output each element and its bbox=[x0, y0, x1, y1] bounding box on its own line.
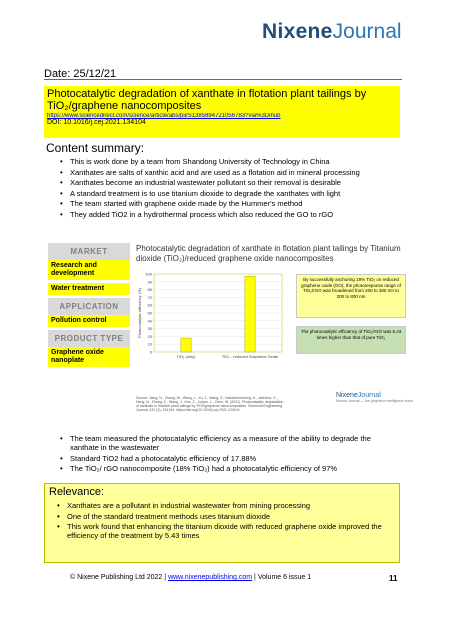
product-tag-1: Graphene oxide nanoplate bbox=[48, 347, 130, 367]
findings-bullet: • The team measured the photocatalytic efficiency as a measure of the ability to degrade the xanthate in the wastewater bbox=[58, 434, 398, 452]
article-title-box bbox=[44, 86, 400, 138]
relevance-list bbox=[55, 501, 391, 542]
summary-bullet: • The team started with graphene oxide made by the Hummer's method bbox=[58, 199, 398, 208]
brand-name-bold: Nixene bbox=[262, 20, 333, 43]
article-url-link[interactable]: https://www.sciencedirect.com/science/article/abs/pii/S1385894721056783?via%3Dihub bbox=[47, 113, 281, 119]
figure-logo-light: Journal bbox=[357, 392, 381, 399]
footer-separator: | bbox=[252, 574, 258, 581]
figure-logo bbox=[336, 392, 413, 403]
figure-note-broadened-range: By successfully anchoring 18% TiO₂ on reduced graphene oxide (GO), the photoresponse range of TiO₂/rGO was broadened from 200 to 380 nm to 200 to 800 nm bbox=[296, 274, 406, 318]
y-tick-label: 90 bbox=[147, 279, 152, 285]
findings-bullet: • The TiO₂/ rGO nanocomposite (18% TiO₂) had a photocatalytic efficiency of 97% bbox=[58, 464, 398, 473]
findings-list bbox=[58, 434, 398, 475]
summary-bullet: • This is work done by a team from Shandong University of Technology in China bbox=[58, 157, 398, 166]
figure-panel bbox=[136, 244, 413, 416]
bar-chart bbox=[136, 270, 286, 362]
y-tick-label: 20 bbox=[147, 333, 152, 339]
figure-title: Photocatalytic degradation of xanthate in flotation plant tailings by Titanium dioxide (TiO₂)/reduced graphene oxide nanocomposites bbox=[136, 244, 401, 263]
figure-source: Source: Jiang, N., Zhang, W., Wang, J., Xu, J., Wang, S., Nakachinehrang, A., Jaeheon, S., Heng, N., Zhang, K., Wang, J., Kim, Z., Junjon, L., Chen, W. (2021). Photocatalytic degradation of xanthate in flotation plant tailings by TiO2/graphene nanocomposites. Chemical Engineering Journal, 431 (2), 134104. https://doi.org/10.1016/j.cej.2021.134104 bbox=[136, 396, 284, 412]
figure-note-efficiency: The photocatalytic efficiency of TiO₂/rGO was 5.43 times higher than that of pure TiO₂ bbox=[296, 326, 406, 354]
figure-logo-bold: Nixene bbox=[336, 392, 358, 399]
journal-logo bbox=[262, 20, 402, 44]
relevance-bullet: • This work found that enhancing the titanium dioxide with reduced graphene oxide improved the efficiency of the treatment by 5.43 times bbox=[55, 522, 391, 540]
summary-bullet: • They added TiO2 in a hydrothermal process which also reduced the GO to rGO bbox=[58, 210, 398, 219]
market-heading: MARKET bbox=[48, 243, 130, 260]
application-heading: APPLICATION bbox=[48, 298, 130, 315]
summary-bullet: • Xanthates are salts of xanthic acid and are used as a flotation aid in mineral processing bbox=[58, 168, 398, 177]
summary-bullet: • A standard treatment is to use titanium dioxide to degrade the xanthates with light bbox=[58, 189, 398, 198]
y-tick-label: 70 bbox=[147, 294, 152, 300]
figure-logo-sub: Nixene Journal — the graphene intelligence team bbox=[336, 399, 413, 403]
relevance-heading: Relevance: bbox=[49, 486, 105, 498]
product-type-heading: PRODUCT TYPE bbox=[48, 330, 130, 347]
footer-separator: | bbox=[162, 574, 169, 581]
y-tick-label: 80 bbox=[147, 287, 152, 293]
brand-name-light: Journal bbox=[332, 20, 402, 43]
tag-column bbox=[48, 243, 130, 367]
bar bbox=[181, 338, 191, 352]
application-tag-1: Pollution control bbox=[48, 315, 130, 327]
y-tick-label: 60 bbox=[147, 302, 152, 308]
market-tag-1: Research and development bbox=[48, 260, 130, 280]
y-tick-label: 30 bbox=[147, 326, 152, 332]
article-doi: DOI: 10.1016/j.cej.2021.134104 bbox=[47, 119, 146, 126]
summary-heading: Content summary: bbox=[46, 141, 145, 155]
findings-bullet: • Standard TiO2 had a photocatalytic efficiency of 17.88% bbox=[58, 454, 398, 463]
date-row bbox=[44, 64, 402, 80]
footer bbox=[70, 574, 410, 581]
x-tick-label: TiO₂ - reduced Graphene Oxide bbox=[221, 354, 279, 359]
y-tick-label: 50 bbox=[147, 310, 152, 316]
page-number: 11 bbox=[389, 574, 398, 583]
bar bbox=[245, 276, 255, 352]
relevance-bullet: • Xanthates are a pollutant in industrial wastewater from mining processing bbox=[55, 501, 391, 510]
summary-list bbox=[58, 157, 398, 220]
y-tick-label: 40 bbox=[147, 318, 152, 324]
y-tick-label: 0 bbox=[149, 349, 152, 355]
y-tick-label: 10 bbox=[147, 341, 152, 347]
y-tick-label: 100 bbox=[145, 271, 152, 277]
market-tag-2: Water treatment bbox=[48, 283, 130, 295]
footer-volume: Volume 6 issue 1 bbox=[257, 574, 312, 581]
article-title: Photocatalytic degradation of xanthate in flotation plant tailings by TiO₂/graphene nanocomposites bbox=[47, 88, 367, 112]
x-tick-label: TiO₂ (only) bbox=[176, 354, 196, 359]
y-axis-label: Photocatalytic efficiency (%) bbox=[137, 288, 142, 338]
summary-bullet: • Xanthates become an industrial wastewater pollutant so their removal is desirable bbox=[58, 178, 398, 187]
date-text: Date: 25/12/21 bbox=[44, 68, 117, 80]
relevance-bullet: • One of the standard treatment methods uses titanium dioxide bbox=[55, 512, 391, 521]
footer-copyright: © Nixene Publishing Ltd 2022 bbox=[70, 574, 163, 581]
footer-website-link[interactable]: www.nixenepublishing.com bbox=[168, 574, 253, 581]
relevance-box bbox=[44, 483, 400, 563]
